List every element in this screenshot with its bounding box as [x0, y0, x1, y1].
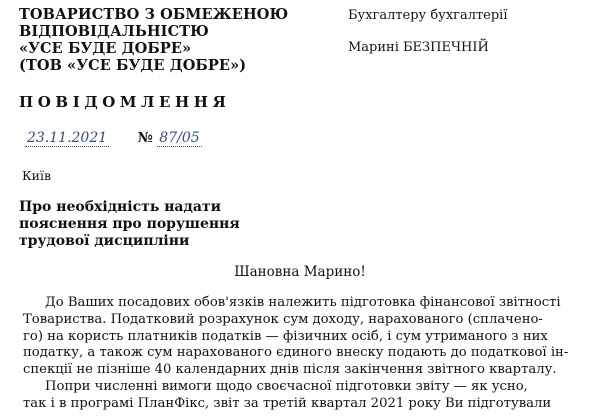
body-line: Попри численні вимоги щодо своєчасної підготовки звіту — як усно,: [45, 378, 528, 394]
document-subject: [19, 199, 240, 250]
body-line: податку, а також сум нарахованого єдиного внеску подають до податкової ін-: [23, 345, 569, 361]
place-of-issue: Київ: [22, 168, 52, 183]
document-type-heading: ПОВІДОМЛЕННЯ: [19, 93, 231, 111]
body-line: так і в програмі ПланФікс, звіт за третій квартал 2021 року Ви підготували: [23, 395, 552, 411]
body-line: До Ваших посадових обов'язків належить підготовка фінансової звітності: [45, 295, 561, 310]
subject-line: пояснення про порушення: [19, 216, 240, 232]
salutation: Шановна Марино!: [234, 264, 366, 280]
document-number: 87/05: [159, 130, 200, 146]
body-line: го) на користь платників податків — фізичних осіб, і сум утриманого з них: [23, 328, 548, 344]
sender-line: ВІДПОВІДАЛЬНІСТЮ: [19, 23, 209, 40]
recipient-block: [348, 8, 508, 56]
body-line: спекції не пізніше 40 календарних днів після закінчення звітного кварталу.: [23, 362, 557, 378]
sender-line: (ТОВ «УСЕ БУДЕ ДОБРЕ»): [19, 57, 247, 74]
subject-line: Про необхідність надати: [19, 199, 221, 215]
sender-organization: [19, 6, 288, 74]
body-line: Товариства. Податковий розрахунок сум доходу, нарахованого (сплачено-: [23, 311, 543, 327]
sender-line: «УСЕ БУДЕ ДОБРЕ»: [19, 40, 192, 57]
registration-line: [25, 130, 202, 146]
recipient-name: Марині БЕЗПЕЧНІЙ: [348, 40, 489, 55]
document-date: 23.11.2021: [27, 130, 108, 146]
body-text: [23, 295, 585, 413]
recipient-position: Бухгалтеру бухгалтерії: [348, 8, 508, 23]
sender-line: ТОВАРИСТВО З ОБМЕЖЕНОЮ: [19, 6, 289, 23]
number-sign: №: [137, 130, 153, 146]
subject-line: трудової дисципліни: [19, 233, 190, 249]
